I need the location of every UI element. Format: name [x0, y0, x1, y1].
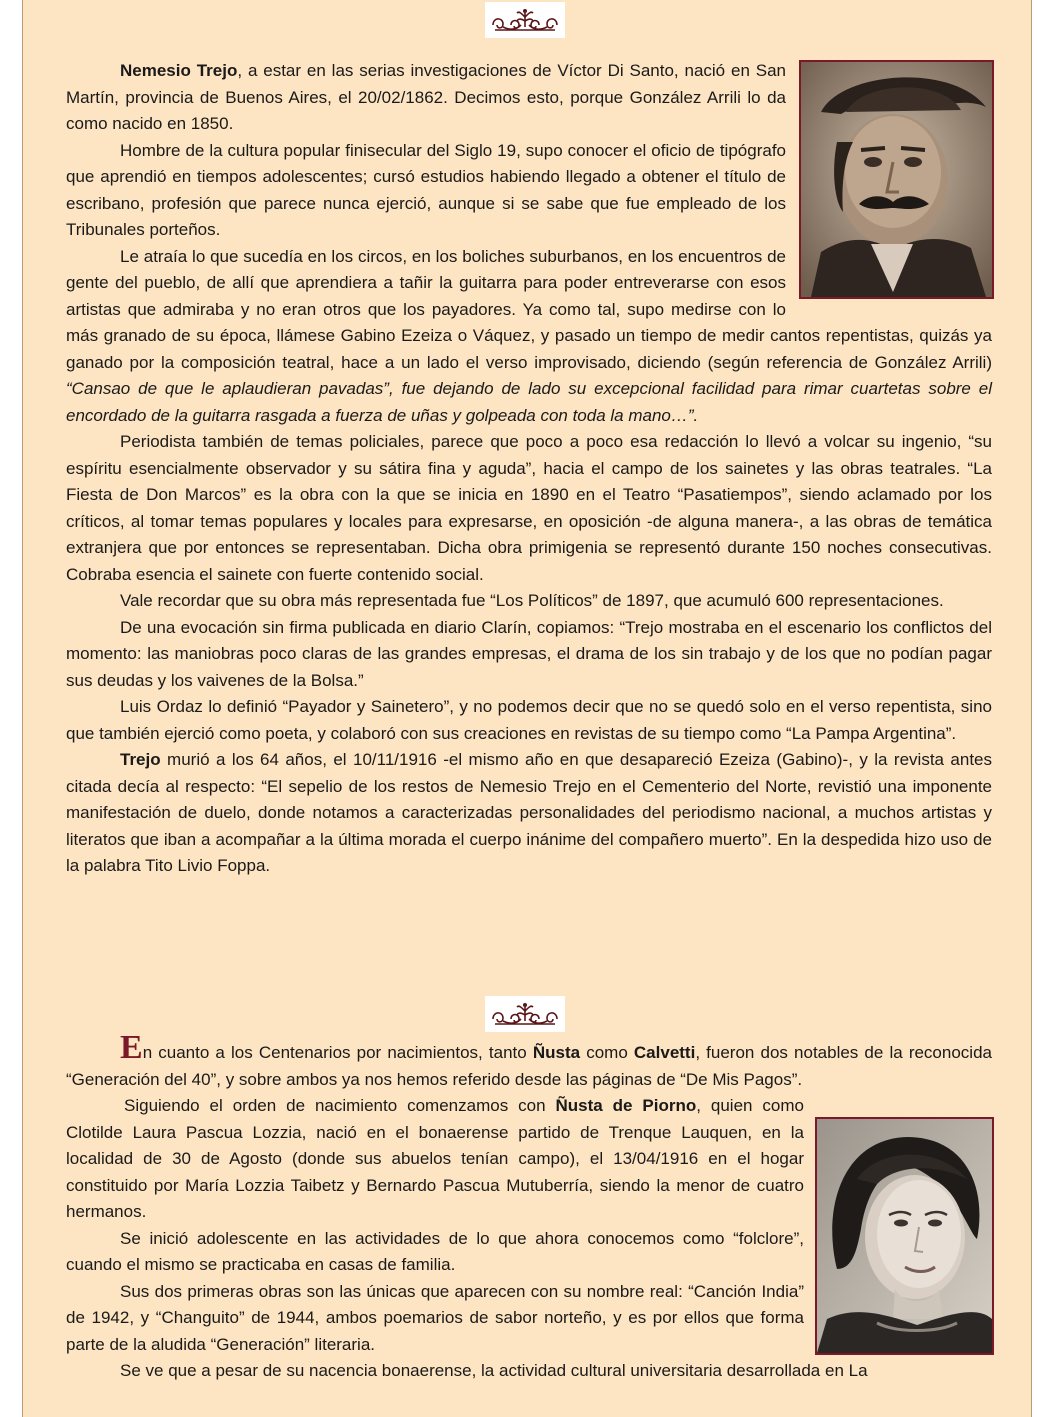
- paragraph-text: Siguiendo el orden de nacimiento comenzamos con: [124, 1096, 556, 1115]
- photo-wrap-spacer: [804, 1093, 992, 1352]
- paragraph-text: Le atraía lo que sucedía en los circos, en los boliches suburbanos, en los encuentros de gente del pueblo, de allí que aprendiera a tañir la guitarra para poder entreverarse con esos artistas que admiraba y no eran otros que los payadores. Ya como tal, supo medirse con lo más granado de su época, llámese Gabino Ezeiza o Váquez, y pasado un tiempo de medir cantos repentistas, quizás ya ganado por la composición teatral, hace a un lado el verso improvisado, diciendo (según referencia de González Arrili): [66, 246, 992, 372]
- ornament-middle: [485, 996, 565, 1032]
- italic-quote: “Cansao de que le aplaudieran pavadas”, fue dejando de lado su excepcional facilidad para rimar cuartetas sobre el encordado de la guitarra rasgada a fuerza de uñas y golpeada con toda la mano…”.: [66, 379, 992, 425]
- article-section-nusta: [66, 1029, 992, 1385]
- paragraph-text: como: [580, 1043, 634, 1062]
- bold-name: Ñusta: [532, 1043, 581, 1062]
- bold-name: Ñusta de Piorno: [555, 1096, 697, 1115]
- paragraph-text: murió a los 64 años, el 10/11/1916 -el mismo año en que desapareció Ezeiza (Gabino)-, y la revista antes citada decía al respecto: “El sepelio de los restos de Nemesio Trejo en el Cementerio del Norte, revistió una imponente manifestación de duelo, donde notamos a caracterizadas personalidades del periodismo nacional, a muchos artistas y literatos que iban a acompañar a la última morada el cuerpo inánime del compañero muerto”. En la despedida hizo uso de la palabra Tito Livio Foppa.: [66, 750, 992, 875]
- bold-name: Trejo: [120, 750, 161, 769]
- paragraph: Periodista también de temas policiales, parece que poco a poco esa redacción lo llevó a volcar su ingenio, “su espíritu esencialmente observador y su sátira fina y aguda”, hacia el campo de los sainetes y las obras teatrales. “La Fiesta de Don Marcos” es la obra con la que se inicia en 1890 en el Teatro “Pasatiempos”, siendo aclamado por los críticos, al tomar temas populares y locales para expresarse, en oposición -de alguna manera-, a las obras de temática extranjera que por entonces se representaban. Dicha obra primigenia se representó durante 150 noches consecutivas. Cobraba esencia el sainete con fuerte contenido social.: [66, 432, 992, 584]
- paragraph: [66, 747, 992, 880]
- photo-wrap-spacer: [786, 58, 992, 302]
- drop-cap: E: [120, 1029, 143, 1066]
- ornament-top: [485, 2, 565, 38]
- article-section-trejo: [66, 58, 992, 880]
- flourish-ornament-icon: [487, 999, 563, 1029]
- paragraph-text: , fueron dos notables de la reconocida “Generación del 40”, y sobre ambos ya nos hemos referido desde las páginas de “De Mis Pagos”.: [66, 1043, 992, 1089]
- bold-name: Nemesio Trejo: [120, 61, 238, 80]
- paragraph-text: , a estar en las serias investigaciones de Víctor Di Santo, nació en San Martín, provincia de Buenos Aires, el 20/02/1862. Decimos esto, porque González Arrili lo da como nacido en 1850.: [66, 61, 787, 133]
- paragraph-text: n cuanto a los Centenarios por nacimientos, tanto: [142, 1043, 533, 1062]
- paragraph-text: , quien como Clotilde Laura Pascua Lozzia, nació en el bonaerense partido de Trenque Lauquen, en la localidad de 30 de Agosto (donde sus abuelos tenían campo), el 13/04/1916 en el hogar constituido por María Lozzia Taibetz y Bernardo Pascua Mutuberría, siendo la menor de cuatro hermanos.: [66, 1096, 804, 1221]
- paragraph: [66, 1029, 992, 1093]
- paragraph: Luis Ordaz lo definió “Payador y Sainetero”, y no podemos decir que no se quedó solo en el verso repentista, sino que también ejerció como poeta, y colaboró con sus creaciones en revistas de su tiempo como “La Pampa Argentina”.: [66, 697, 992, 743]
- paragraph: De una evocación sin firma publicada en diario Clarín, copiamos: “Trejo mostraba en el escenario los conflictos del momento: las maniobras poco claras de las grandes empresas, el drama de los sin trabajo y de los que no podían pagar sus deudas y los vaivenes de la Bolsa.”: [66, 617, 992, 690]
- paragraph: Se ve que a pesar de su nacencia bonaerense, la actividad cultural universitaria desarrollada en La: [120, 1361, 868, 1380]
- paragraph: Hombre de la cultura popular finisecular del Siglo 19, supo conocer el oficio de tipógrafo que aprendió en tiempos adolescentes; cursó estudios habiendo llegado a obtener el título de escribano, profesión que parece nunca ejerció, aunque si se sabe que fue empleado de los Tribunales porteños.: [66, 140, 786, 239]
- page: [22, 0, 1032, 1417]
- flourish-ornament-icon: [487, 5, 563, 35]
- paragraph: Se inició adolescente en las actividades de lo que ahora conocemos como “folclore”, cuando el mismo se practicaba en casas de familia.: [66, 1228, 804, 1274]
- bold-name: Calvetti: [633, 1043, 696, 1062]
- paragraph: Vale recordar que su obra más representada fue “Los Políticos” de 1897, que acumuló 600 representaciones.: [120, 591, 944, 610]
- paragraph: Sus dos primeras obras son las únicas que aparecen con su nombre real: “Canción India” de 1942, y “Changuito” de 1944, ambos poemarios de sabor norteño, y es por ellos que forma parte de la aludida “Generación” literaria.: [66, 1281, 804, 1354]
